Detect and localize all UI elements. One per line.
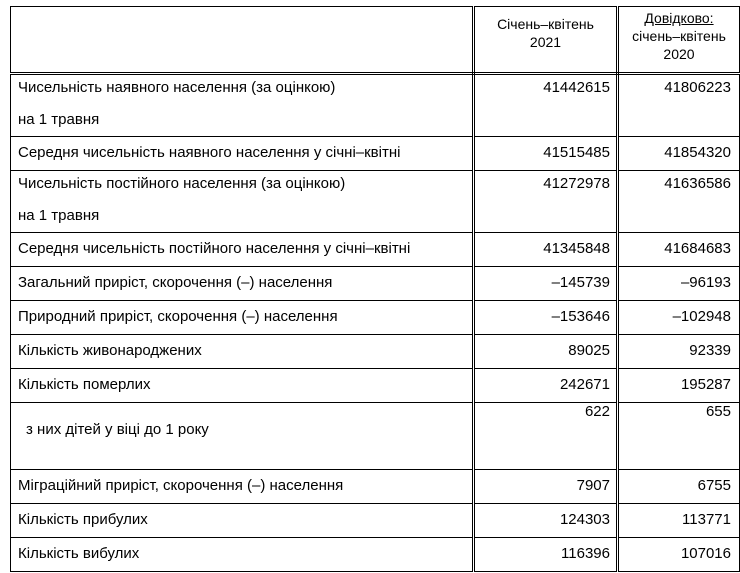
- table-row: [11, 335, 740, 369]
- value-2020: [618, 335, 740, 369]
- value-2021: [474, 137, 618, 171]
- row-label: [11, 369, 474, 403]
- value-2021-text: 7907: [576, 477, 610, 494]
- value-2021: [474, 267, 618, 301]
- header-col-2020: [618, 7, 740, 74]
- row-label-line1: Кількість вибулих: [18, 545, 140, 562]
- value-2021: [474, 301, 618, 335]
- value-2020-text: 92339: [689, 342, 731, 359]
- value-2020-text: 41636586: [664, 175, 731, 192]
- row-label-line1: Середня чисельність наявного населення у січні–квітні: [18, 144, 401, 161]
- value-2021: [474, 403, 618, 470]
- header-col-2020-line1: Довідково:: [644, 10, 714, 26]
- value-2020-text: 41854320: [664, 144, 731, 161]
- table-row: [11, 233, 740, 267]
- row-label: [11, 171, 474, 233]
- value-2020: [618, 74, 740, 137]
- value-2020: [618, 403, 740, 470]
- value-2021-text: 41515485: [543, 144, 610, 161]
- value-2021-text: 41442615: [543, 79, 610, 96]
- value-2021-text: 124303: [559, 511, 610, 528]
- table-row: [11, 301, 740, 335]
- value-2021: [474, 335, 618, 369]
- row-label-line2: на 1 травня: [18, 111, 100, 128]
- row-label-line1: Загальний приріст, скорочення (–) населення: [18, 274, 333, 291]
- value-2021-text: 242671: [559, 376, 610, 393]
- row-label: [11, 403, 474, 470]
- value-2021-text: 89025: [568, 342, 610, 359]
- value-2020-text: 107016: [680, 545, 731, 562]
- header-col-2021: [474, 7, 618, 74]
- header-col-2021-line2: 2021: [529, 34, 562, 50]
- row-label-line1: Чисельність наявного населення (за оцінкою): [18, 79, 336, 96]
- table-header-row: [11, 7, 740, 74]
- row-label: [11, 233, 474, 267]
- table-row: [11, 171, 740, 233]
- value-2021: [474, 538, 618, 572]
- row-label: [11, 301, 474, 335]
- table-row: [11, 369, 740, 403]
- row-label: [11, 74, 474, 137]
- value-2020: [618, 504, 740, 538]
- value-2021: [474, 74, 618, 137]
- table-row: [11, 137, 740, 171]
- value-2021: [474, 171, 618, 233]
- value-2020: [618, 137, 740, 171]
- value-2020-text: 113771: [682, 511, 731, 528]
- row-label-line2: на 1 травня: [18, 207, 100, 224]
- table-row: [11, 470, 740, 504]
- value-2021: [474, 233, 618, 267]
- row-label-line1: з них дітей у віці до 1 року: [26, 421, 209, 438]
- value-2020-text: –96193: [680, 274, 731, 291]
- row-label-line1: Чисельність постійного населення (за оцінкою): [18, 175, 346, 192]
- value-2020: [618, 470, 740, 504]
- header-col-2020-line3: 2020: [663, 46, 695, 62]
- row-label-line1: Середня чисельність постійного населення у січні–квітні: [18, 240, 411, 257]
- value-2020: [618, 369, 740, 403]
- value-2020-text: 41806223: [664, 79, 731, 96]
- value-2021-text: 116396: [561, 545, 610, 562]
- value-2020: [618, 301, 740, 335]
- header-label-cell: [11, 7, 474, 74]
- header-col-2021-line1: Січень–квітень: [497, 16, 594, 32]
- row-label-line1: Природний приріст, скорочення (–) населення: [18, 308, 338, 325]
- value-2020-text: 655: [705, 403, 731, 420]
- population-table: [10, 6, 740, 572]
- table-row: [11, 74, 740, 137]
- row-label-line1: Кількість померлих: [18, 376, 151, 393]
- value-2020-text: 41684683: [664, 240, 731, 257]
- value-2021: [474, 470, 618, 504]
- table-row: [11, 538, 740, 572]
- value-2020-text: –102948: [672, 308, 731, 325]
- value-2021-text: –153646: [551, 308, 610, 325]
- table-row: [11, 403, 740, 470]
- table-row: [11, 504, 740, 538]
- row-label-line1: Міграційний приріст, скорочення (–) населення: [18, 477, 344, 494]
- row-label: [11, 267, 474, 301]
- value-2020: [618, 171, 740, 233]
- value-2020: [618, 233, 740, 267]
- value-2021: [474, 504, 618, 538]
- value-2020: [618, 538, 740, 572]
- table-row: [11, 267, 740, 301]
- value-2021-text: 622: [584, 403, 610, 420]
- value-2020-text: 195287: [680, 376, 731, 393]
- value-2021-text: 41272978: [543, 175, 610, 192]
- value-2020: [618, 267, 740, 301]
- header-col-2020-line2: січень–квітень: [632, 28, 726, 44]
- row-label: [11, 335, 474, 369]
- row-label: [11, 470, 474, 504]
- value-2021-text: 41345848: [543, 240, 610, 257]
- value-2021-text: –145739: [551, 274, 610, 291]
- value-2021: [474, 369, 618, 403]
- row-label: [11, 538, 474, 572]
- value-2020-text: 6755: [697, 477, 731, 494]
- row-label-line1: Кількість живонароджених: [18, 342, 202, 359]
- row-label: [11, 504, 474, 538]
- row-label-line1: Кількість прибулих: [18, 511, 148, 528]
- row-label: [11, 137, 474, 171]
